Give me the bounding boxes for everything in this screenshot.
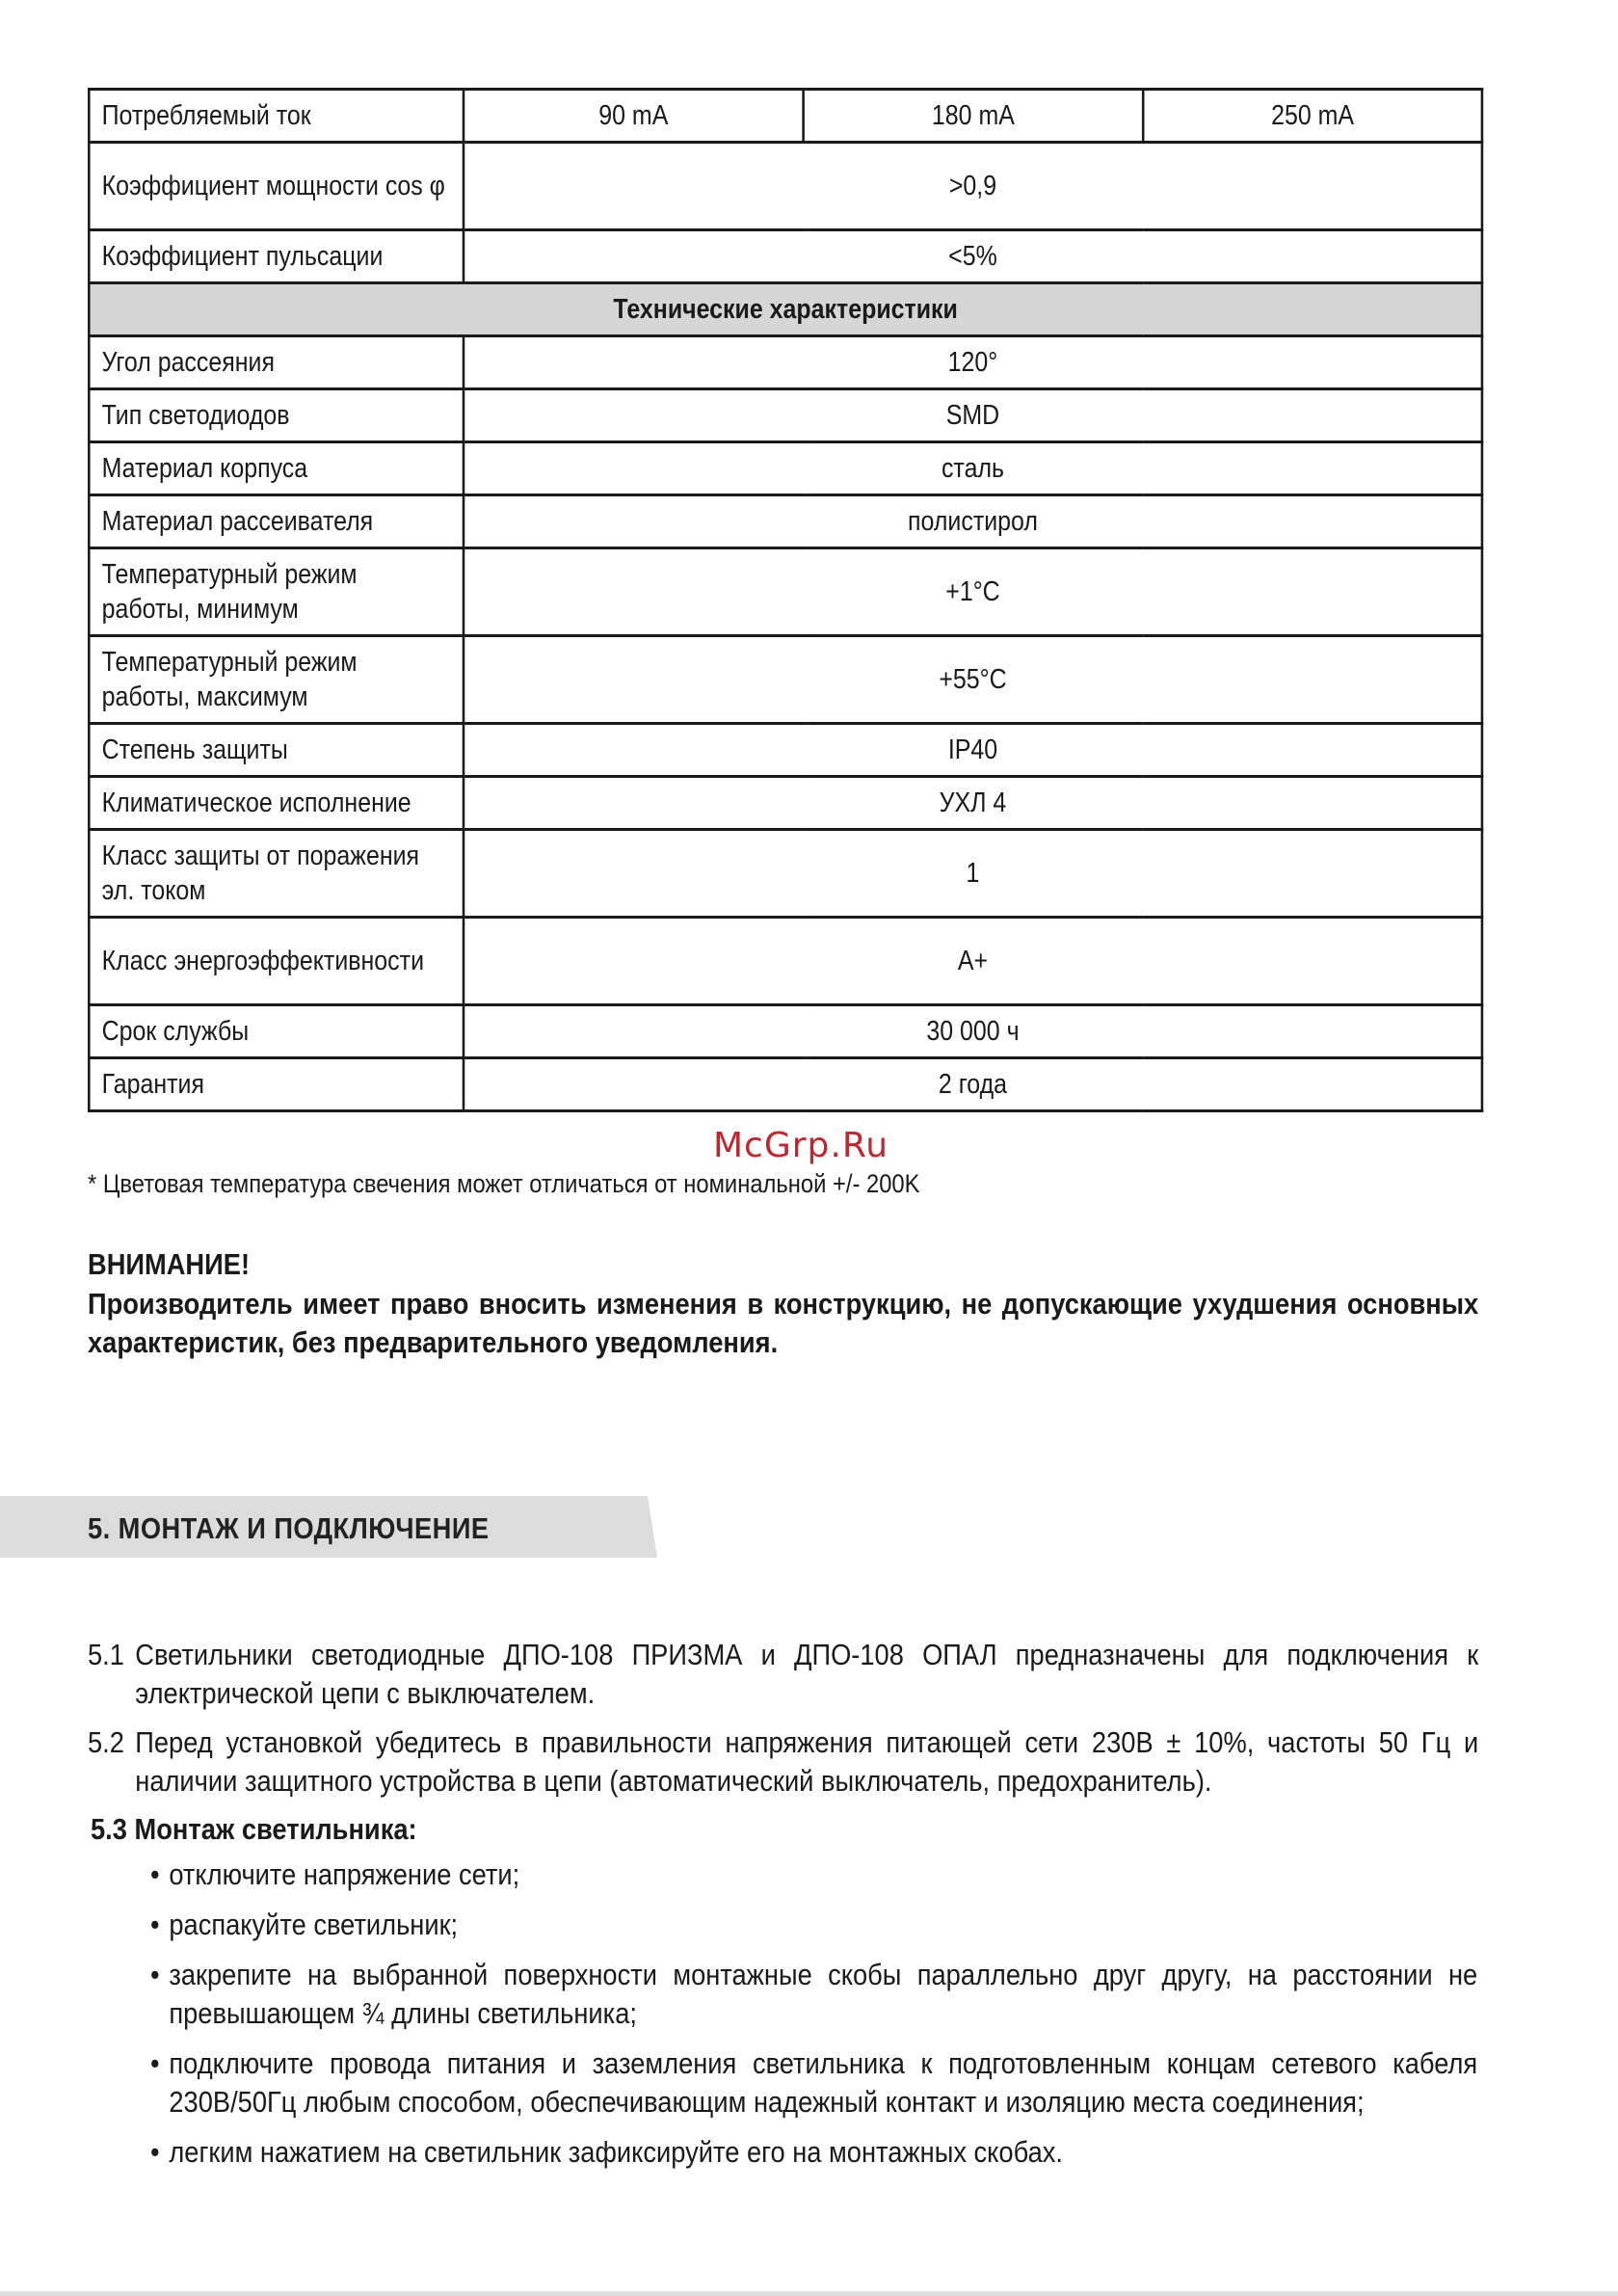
table-section-header xyxy=(89,283,1482,336)
spec-table xyxy=(88,88,1483,1112)
table-row xyxy=(89,90,1482,143)
warning-text: Производитель имеет право вносить изменения в конструкцию, не допускающие ухудшения основных характеристик, без предварительного уведомления. xyxy=(88,1287,1479,1359)
row-value: УХЛ 4 xyxy=(464,777,1482,830)
row-label: Степень защиты xyxy=(89,724,464,777)
table-row xyxy=(89,336,1482,389)
table-row xyxy=(89,724,1482,777)
row-value: 30 000 ч xyxy=(464,1005,1482,1058)
table-row xyxy=(89,389,1482,442)
section-header-label: Технические характеристики xyxy=(89,283,1482,336)
paragraph-text: Перед установкой убедитесь в правильности напряжения питающей сети 230В ± 10%, частоты 50 Гц и наличии защитного устройства в цепи (автоматический выключатель, предохранитель). xyxy=(135,1725,1479,1798)
table-row xyxy=(89,830,1482,918)
row-label: Срок службы xyxy=(89,1005,464,1058)
row-label: Тип светодиодов xyxy=(89,389,464,442)
list-item: • легким нажатием на светильник зафиксируйте его на монтажных скобах. xyxy=(150,2133,1477,2172)
table-row xyxy=(89,230,1482,283)
table-row xyxy=(89,548,1482,636)
paragraph-number: 5.1 xyxy=(88,1638,124,1671)
table-row xyxy=(89,636,1482,724)
row-value: 180 mA xyxy=(804,90,1144,143)
row-value: +1°C xyxy=(464,548,1482,636)
bottom-divider xyxy=(0,2291,1618,2296)
row-value: >0,9 xyxy=(464,143,1482,230)
row-value: 1 xyxy=(464,830,1482,918)
row-label: Класс энергоэффективности xyxy=(89,918,464,1005)
list-item: • подключите провода питания и заземления светильника к подготовленным концам сетевого кабеля 230В/50Гц любым способом, обеспечивающим надежный контакт и изоляцию места соединения; xyxy=(150,2044,1477,2122)
row-value: +55°C xyxy=(464,636,1482,724)
paragraph-5-2 xyxy=(88,1723,1478,1801)
installation-steps-list xyxy=(150,1855,1477,2183)
row-value: 2 года xyxy=(464,1058,1482,1111)
row-label: Материал корпуса xyxy=(89,442,464,495)
list-item: • закрепите на выбранной поверхности монтажные скобы параллельно друг другу, на расстоянии не превышающем ¾ длины светильника; xyxy=(150,1956,1477,2033)
paragraph-5-1 xyxy=(88,1636,1478,1713)
row-label: Класс защиты от поражения эл. током xyxy=(89,830,464,918)
row-value: сталь xyxy=(464,442,1482,495)
row-value: 250 mA xyxy=(1143,90,1482,143)
row-value: IP40 xyxy=(464,724,1482,777)
row-label: Коэффициент мощности cos φ xyxy=(89,143,464,230)
row-label: Материал рассеивателя xyxy=(89,495,464,548)
row-value: 120° xyxy=(464,336,1482,389)
row-label: Климатическое исполнение xyxy=(89,777,464,830)
row-label: Угол рассеяния xyxy=(89,336,464,389)
row-value: А+ xyxy=(464,918,1482,1005)
row-label: Температурный режим работы, максимум xyxy=(89,636,464,724)
row-value: SMD xyxy=(464,389,1482,442)
table-row xyxy=(89,1005,1482,1058)
paragraph-text: Светильники светодиодные ДПО-108 ПРИЗМА и ДПО-108 ОПАЛ предназначены для подключения к электрической цепи с выключателем. xyxy=(135,1638,1479,1710)
row-value: 90 mA xyxy=(464,90,804,143)
subsection-title: 5.3 Монтаж светильника: xyxy=(91,1812,417,1846)
row-label: Коэффициент пульсации xyxy=(89,230,464,283)
row-value: полистирол xyxy=(464,495,1482,548)
section-title: 5. МОНТАЖ И ПОДКЛЮЧЕНИЕ xyxy=(88,1511,490,1545)
row-value: <5% xyxy=(464,230,1482,283)
row-label: Потребляемый ток xyxy=(89,90,464,143)
table-row xyxy=(89,442,1482,495)
list-item: • отключите напряжение сети; xyxy=(150,1855,1477,1894)
warning-title: ВНИМАНИЕ! xyxy=(88,1247,251,1281)
row-label: Гарантия xyxy=(89,1058,464,1111)
footnote: * Цветовая температура свечения может отличаться от номинальной +/- 200K xyxy=(88,1169,920,1198)
paragraph-number: 5.2 xyxy=(88,1725,124,1759)
table-row xyxy=(89,1058,1482,1111)
table-row xyxy=(89,777,1482,830)
table-row xyxy=(89,918,1482,1005)
watermark-link[interactable]: McGrp.Ru xyxy=(713,1126,889,1165)
list-item: • распакуйте светильник; xyxy=(150,1906,1477,1944)
table-row xyxy=(89,143,1482,230)
row-label: Температурный режим работы, минимум xyxy=(89,548,464,636)
table-row xyxy=(89,495,1482,548)
